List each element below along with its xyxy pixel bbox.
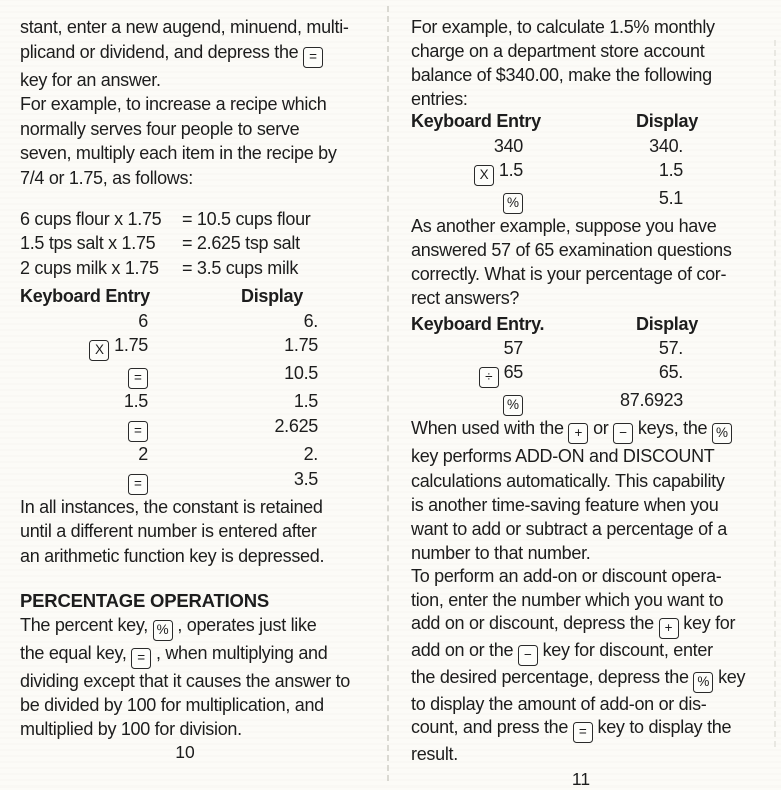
entry-cell: X 1.75 (20, 333, 148, 361)
paragraph-constant-continued: stant, enter a new augend, minuend, multi- plicand or dividend, and depress the = key for an answer. (20, 17, 349, 90)
entry-cell (411, 186, 523, 214)
entry-cell: 6 (138, 310, 148, 331)
recipe-multiplication: 6 cups flour x 1.75 (20, 208, 162, 229)
table-row (20, 333, 386, 361)
display-cell: 87.6923 (620, 390, 683, 411)
page-right (411, 15, 779, 790)
entry-cell: X 1.5 (411, 158, 523, 186)
paragraph-addon-procedure: To perform an add-on or discount opera- tion, enter the number which you want to add on or discount, depress the + key for add on or the − key for discount, enter the desired percentage, depress the % key to display the amount of add-on or dis- count, and press the = key to display the result. (411, 566, 746, 764)
display-cell: 5.1 (658, 187, 683, 208)
entry-cell: ÷ 65 (411, 360, 523, 388)
recipe-line (20, 256, 386, 281)
page-left (20, 15, 386, 763)
table-row (20, 467, 386, 495)
display-cell: 2. (303, 444, 318, 465)
column-header-display: Display (636, 313, 698, 334)
display-cell: 1.75 (284, 335, 318, 356)
paragraph-percent-key: The percent key, % , operates just like the equal key, = , when multiplying and dividing except that it causes the answer to be divided by 100 for multiplication, and multiplied by 100 for division. (20, 614, 350, 740)
percent-key-icon: % (153, 620, 173, 641)
entry-cell: 57 (503, 338, 523, 359)
table-header-row (411, 109, 779, 134)
table-row (411, 186, 779, 214)
divide-key-icon: ÷ (479, 367, 499, 388)
recipe-multiplication: 1.5 tps salt x 1.75 (20, 233, 156, 254)
page-gutter-divider (387, 6, 389, 781)
entry-cell (20, 361, 148, 389)
entry-cell (411, 388, 523, 416)
display-cell: 1.5 (658, 159, 683, 180)
paragraph-monthly-charge: For example, to calculate 1.5% monthly charge on a department store account balance of $340.00, make the following entries: (411, 17, 715, 109)
table-row (411, 336, 779, 360)
column-header-display: Display (241, 285, 303, 306)
table-row (20, 361, 386, 389)
table-header-row (20, 284, 386, 309)
percent-key-icon: % (693, 672, 713, 693)
equals-key-icon: = (128, 474, 148, 495)
display-cell: 10.5 (284, 363, 318, 384)
column-header-keyboard-entry: Keyboard Entry. (411, 313, 545, 334)
entry-cell (20, 467, 148, 495)
table-row (411, 134, 779, 158)
table-row (20, 414, 386, 442)
page-number-right: 11 (571, 769, 591, 790)
table-row (411, 360, 779, 388)
minus-key-icon: − (518, 645, 538, 666)
display-cell: 3.5 (293, 468, 318, 489)
recipe-result: = 2.625 tsp salt (182, 233, 300, 254)
multiply-key-icon: X (89, 340, 109, 361)
keyboard-display-table-charge (411, 109, 779, 214)
table-row (20, 389, 386, 414)
recipe-result: = 10.5 cups flour (182, 208, 311, 229)
display-cell: 340. (649, 135, 683, 156)
paragraph-addon-discount: When used with the + or − keys, the % key performs ADD-ON and DISCOUNT calculations automatically. This capability is another time-saving feature when you want to add or subtract a percentage of a number to that number. (411, 416, 779, 565)
equals-key-icon: = (573, 722, 593, 743)
entry-cell: 1.5 (123, 391, 148, 412)
percent-key-icon: % (503, 395, 523, 416)
equals-key-icon: = (128, 421, 148, 442)
table-row (411, 388, 779, 416)
plus-key-icon: + (568, 423, 588, 444)
multiply-key-icon: X (474, 165, 494, 186)
recipe-result: = 3.5 cups milk (182, 258, 299, 279)
display-cell: 65. (658, 362, 683, 383)
entry-cell: 340 (493, 135, 523, 156)
recipe-line (20, 207, 386, 232)
percent-key-icon: % (712, 423, 732, 444)
recipe-multiplication: 2 cups milk x 1.75 (20, 258, 159, 279)
table-header-row (411, 312, 779, 337)
page-number-left: 10 (175, 742, 195, 763)
paragraph-constant-retained: In all instances, the constant is retained until a different number is entered after an arithmetic function key is depressed. (20, 496, 325, 566)
table-row (20, 442, 386, 467)
paragraph-exam-questions: As another example, suppose you have answered 57 of 65 examination questions correctly. What is your percentage of cor- rect answers? (411, 215, 732, 308)
keyboard-display-table (20, 284, 386, 495)
recipe-line (20, 231, 386, 256)
plus-key-icon: + (659, 618, 679, 639)
display-cell: 1.5 (293, 391, 318, 412)
recipe-conversion-list (20, 207, 386, 281)
minus-key-icon: − (613, 423, 633, 444)
column-header-keyboard-entry: Keyboard Entry (20, 285, 150, 306)
equals-key-icon: = (128, 368, 148, 389)
display-cell: 57. (658, 338, 683, 359)
keyboard-display-table-exam (411, 312, 779, 417)
entry-cell: 2 (138, 444, 148, 465)
equals-key-icon: = (131, 648, 151, 669)
display-cell: 2.625 (274, 416, 318, 437)
column-header-keyboard-entry: Keyboard Entry (411, 111, 541, 131)
entry-cell (20, 414, 148, 442)
column-header-display: Display (636, 111, 698, 131)
display-cell: 6. (303, 310, 318, 331)
equals-key-icon: = (303, 47, 323, 68)
section-heading-percentage-operations: PERCENTAGE OPERATIONS (20, 589, 270, 611)
percent-key-icon: % (503, 193, 523, 214)
table-row (411, 158, 779, 186)
table-row (20, 309, 386, 334)
paragraph-recipe-example: For example, to increase a recipe which normally serves four people to serve seven, multiply each item in the recipe by 7/4 or 1.75, as follows: (20, 94, 337, 188)
